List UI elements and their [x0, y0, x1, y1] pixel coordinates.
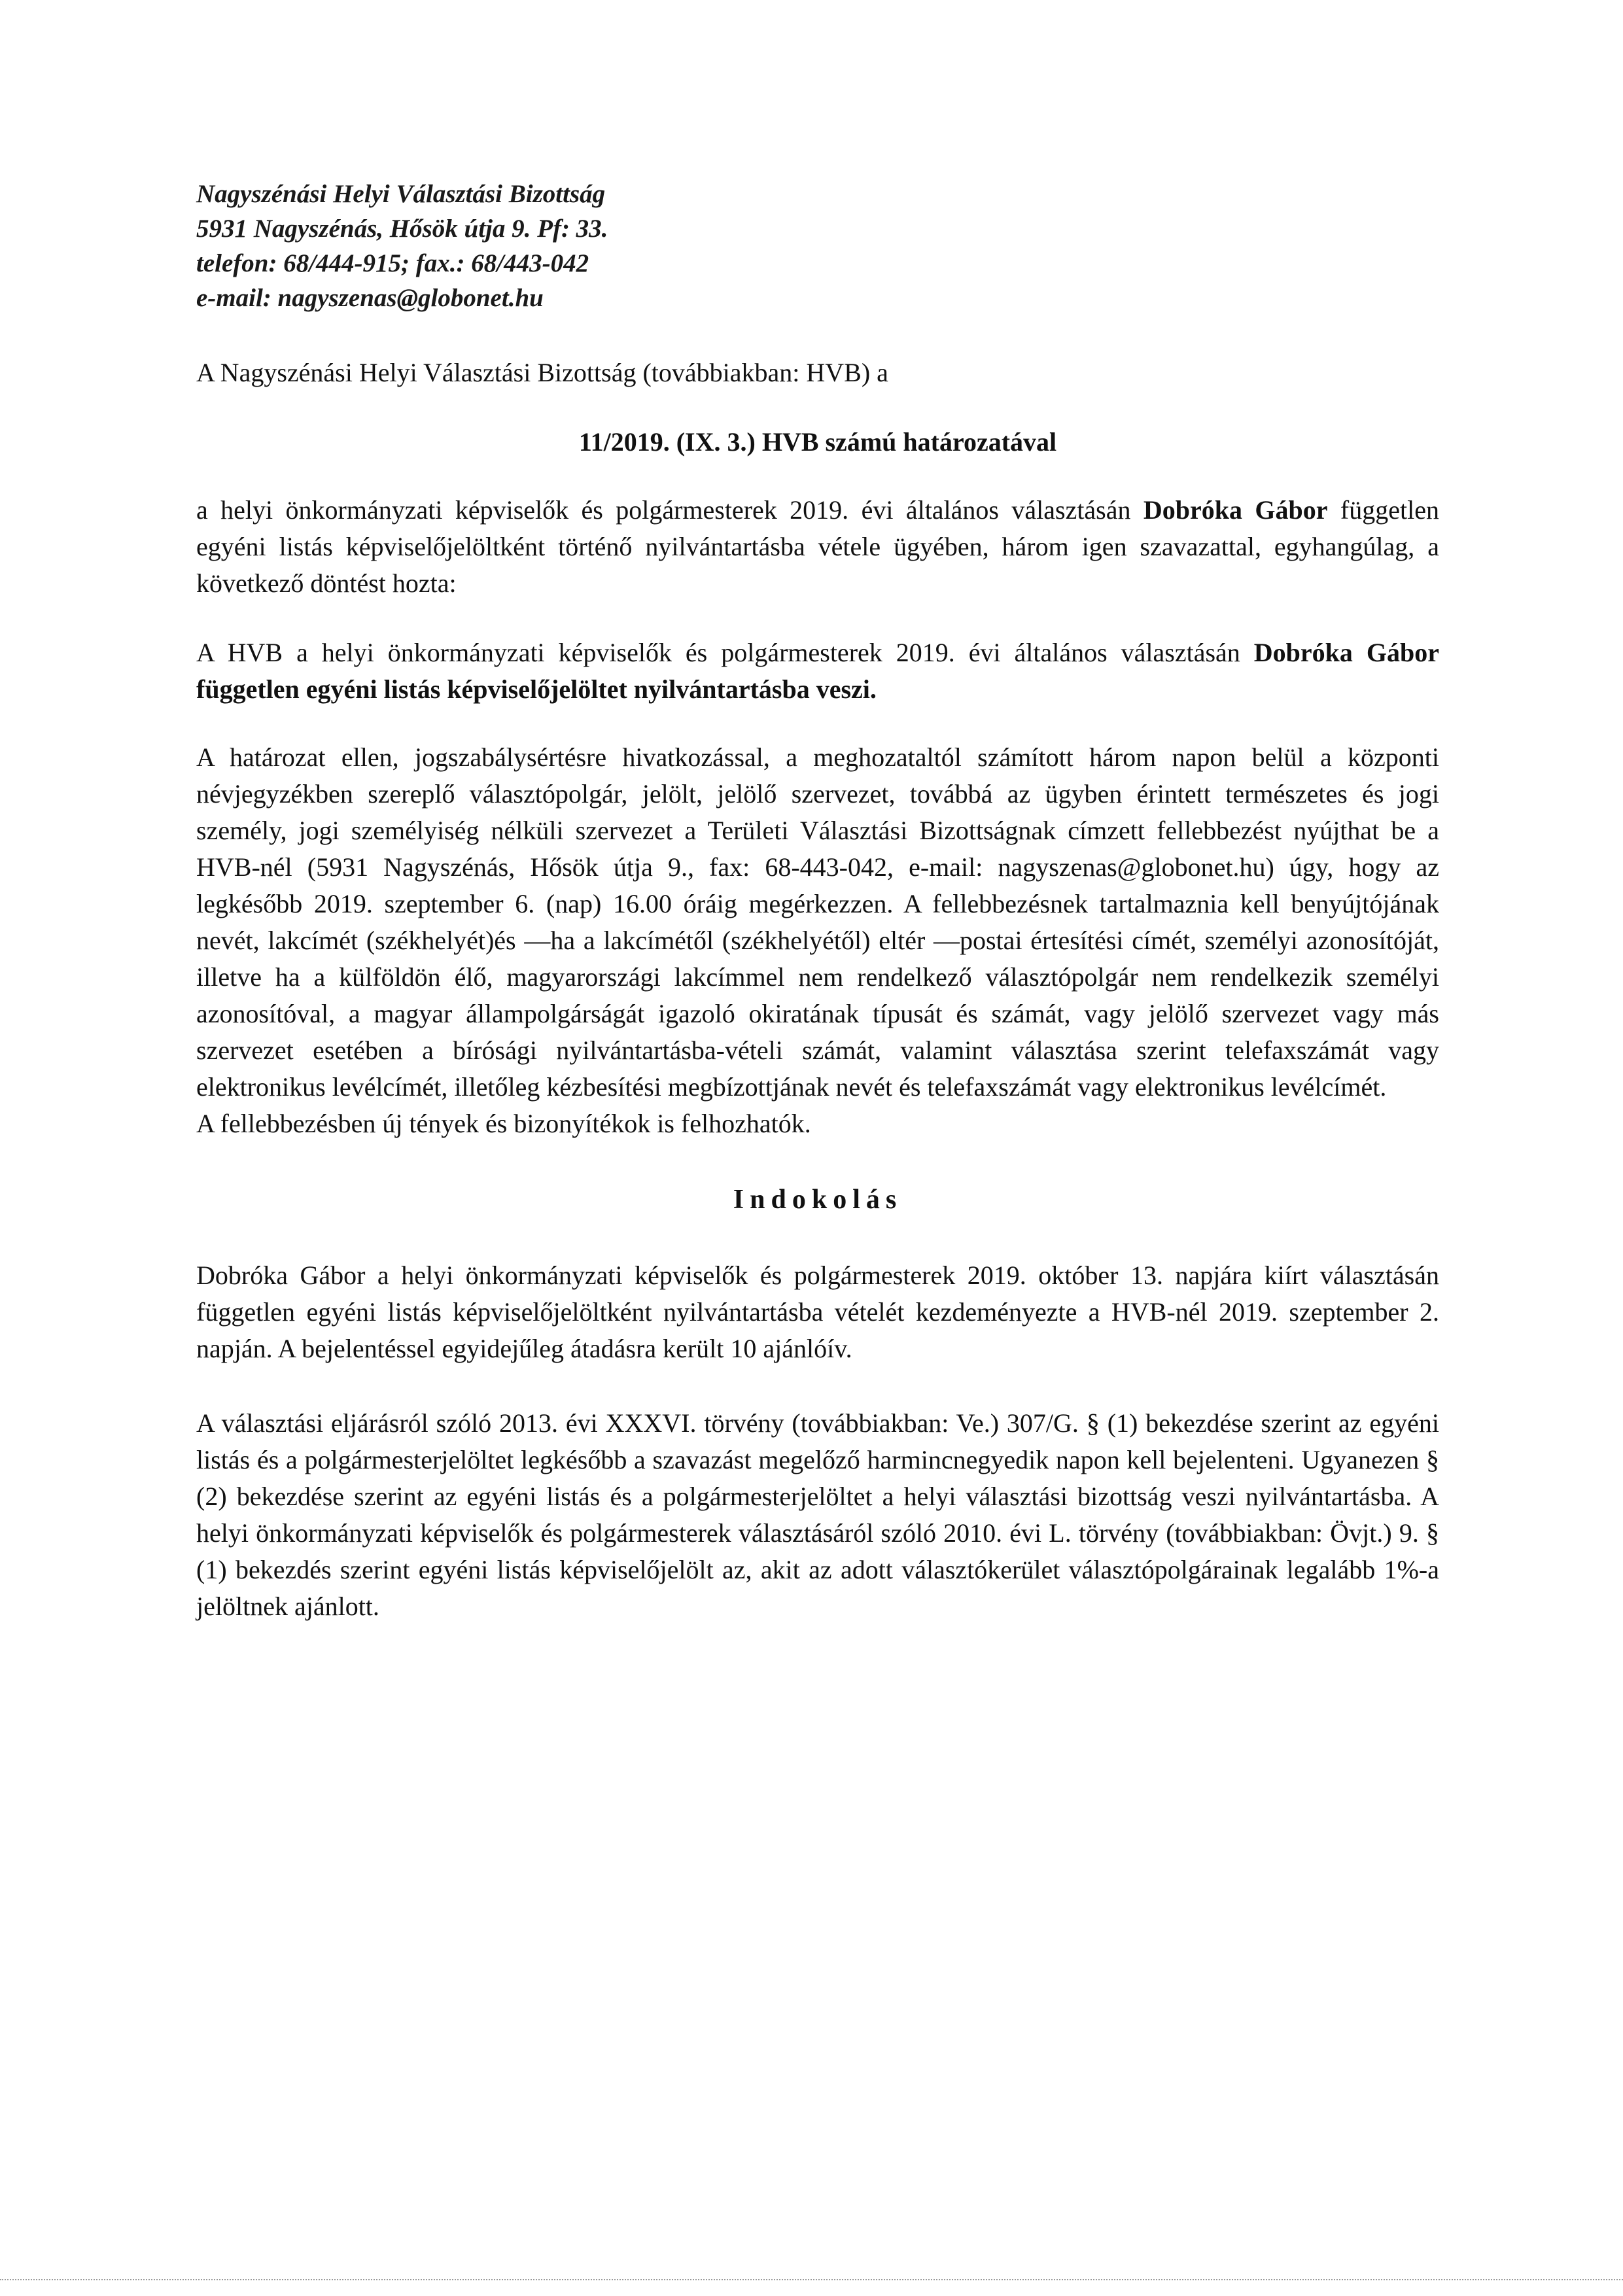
decision-text: A HVB a helyi önkormányzati képviselők és polgármesterek 2019. évi általános választásán	[196, 638, 1254, 667]
intro-line: A Nagyszénási Helyi Választási Bizottság (továbbiakban: HVB) a	[196, 358, 888, 387]
letterhead-phone-fax: telefon: 68/444-915; fax.: 68/443-042	[196, 249, 589, 277]
appeal-note: A fellebbezésben új tények és bizonyítékok is felhozhatók.	[196, 1109, 811, 1138]
reasoning-heading: Indokolás	[733, 1185, 903, 1215]
letterhead-address: 5931 Nagyszénás, Hősök útja 9. Pf: 33.	[196, 215, 608, 243]
letterhead-organization: Nagyszénási Helyi Választási Bizottság	[196, 180, 606, 208]
scan-bottom-edge	[0, 2279, 1623, 2280]
reasoning-paragraph-2: A választási eljárásról szóló 2013. évi XXXVI. törvény (továbbiakban: Ve.) 307/G. § (1) bekezdése szerint az egyéni listás és a polgármesterjelöltet legkésőbb a szavazást megelőző harmincnegyedik napon kell bejelenteni. Ugyanezen § (2) bekezdése szerint az egyéni listás és a polgármesterjelöltet a helyi választási bizottság veszi nyilvántartásba. A helyi önkormányzati képviselők és polgármesterek választásáról szóló 2010. évi L. törvény (továbbiakban: Övjt.) 9. § (1) bekezdés szerint egyéni listás képviselőjelölt az, akit az adott választókerület választópolgárainak legalább 1%-a jelöltnek ajánlott.	[196, 1408, 1439, 1621]
reasoning-paragraph-1: Dobróka Gábor a helyi önkormányzati képviselők és polgármesterek 2019. október 13. napjára kiírt választásán független egyéni listás képviselőjelöltként nyilvántartásba vételét kezdeményezte a HVB-nél 2019. szeptember 2. napján. A bejelentéssel egyidejűleg átadásra került 10 ajánlóív.	[196, 1261, 1439, 1363]
decision-paragraph	[196, 635, 1439, 708]
decision-number: 11/2019. (IX. 3.) HVB számú határozatával	[578, 427, 1057, 457]
subject-paragraph	[196, 492, 1439, 602]
document-body	[196, 177, 1439, 1625]
appeal-paragraph: A határozat ellen, jogszabálysértésre hivatkozással, a meghozataltól számított három napon belül a központi névjegyzékben szereplő választópolgár, jelölt, jelölő szervezet, továbbá az ügyben érintett természetes és jogi személy, jogi személyiség nélküli szervezet a Területi Választási Bizottságnak címzett fellebbezést nyújthat be a HVB-nél (5931 Nagyszénás, Hősök útja 9., fax: 68-443-042, e-mail: nagyszenas@globonet.hu) úgy, hogy az legkésőbb 2019. szeptember 6. (nap) 16.00 óráig megérkezzen. A fellebbezésnek tartalmaznia kell benyújtójának nevét, lakcímét (székhelyét)és —ha a lakcímétől (székhelyétől) eltér —postai értesítési címét, személyi azonosítóját, illetve ha a külföldön élő, magyarországi lakcímmel nem rendelkező választópolgár nem rendelkezik személyi azonosítóval, a magyar állampolgárságát igazoló okiratának típusát és számát, vagy jelölő szervezet vagy más szervezet esetében a bírósági nyilvántartásba-vételi számát, valamint választása szerint telefaxszámát vagy elektronikus levélcímét, illetőleg kézbesítési megbízottjának nevét és telefaxszámát vagy elektronikus levélcímét.	[196, 742, 1439, 1102]
letterhead-email: e-mail: nagyszenas@globonet.hu	[196, 284, 544, 312]
letterhead	[196, 177, 1439, 315]
decision-ruling: Dobróka Gábor független egyéni listás képviselőjelöltet nyilvántartásba veszi.	[196, 638, 1439, 704]
subject-text-after: független egyéni listás képviselőjelöltként történő nyilvántartásba vétele ügyében, három igen szavazattal, egyhangúlag, a következő döntést hozta:	[196, 495, 1439, 598]
candidate-name: Dobróka Gábor	[1143, 495, 1328, 525]
subject-text-before: a helyi önkormányzati képviselők és polgármesterek 2019. évi általános választásán	[196, 495, 1143, 525]
